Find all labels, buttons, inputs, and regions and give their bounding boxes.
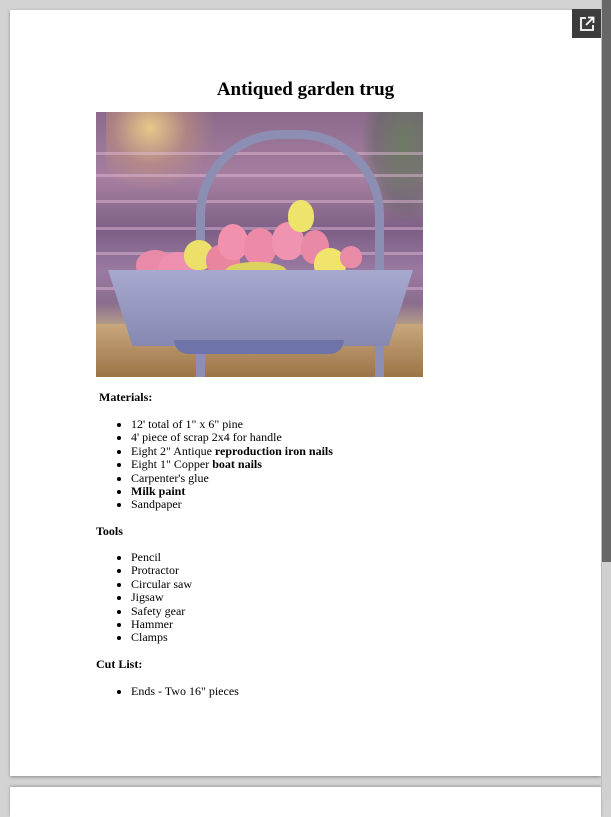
materials-list [96,418,333,512]
document-page [10,10,601,776]
materials-heading: Materials: [99,390,153,404]
popout-button[interactable] [572,9,602,38]
list-item: • Carpenter's glue [131,472,333,485]
list-item: • Safety gear [131,605,192,618]
list-item: • Sandpaper [131,498,333,511]
cut-list-heading: Cut List: [96,657,143,671]
list-item: • Clamps [131,631,192,644]
list-item: • 12' total of 1" x 6" pine [131,418,333,431]
list-item: • 4' piece of scrap 2x4 for handle [131,431,333,444]
list-item: • Circular saw [131,578,192,591]
scrollbar-thumb[interactable] [602,0,611,562]
list-item: • Pencil [131,551,192,564]
list-item: • Eight 2" Antique reproduction iron nails [131,445,333,458]
list-item: • Ends - Two 16" pieces [131,685,239,698]
vertical-scrollbar[interactable] [601,0,611,800]
garden-trug-photo [96,112,423,377]
open-in-new-window-icon [579,16,595,32]
page-title: Antiqued garden trug [216,79,395,100]
list-item: • Eight 1" Copper boat nails [131,458,333,471]
list-item: • Jigsaw [131,591,192,604]
cut-list [96,685,239,698]
list-item: • Milk paint [131,485,333,498]
list-item: • Protractor [131,564,192,577]
tools-heading: Tools [96,524,123,538]
list-item: • Hammer [131,618,192,631]
next-page [10,787,601,817]
tools-list [96,551,192,645]
